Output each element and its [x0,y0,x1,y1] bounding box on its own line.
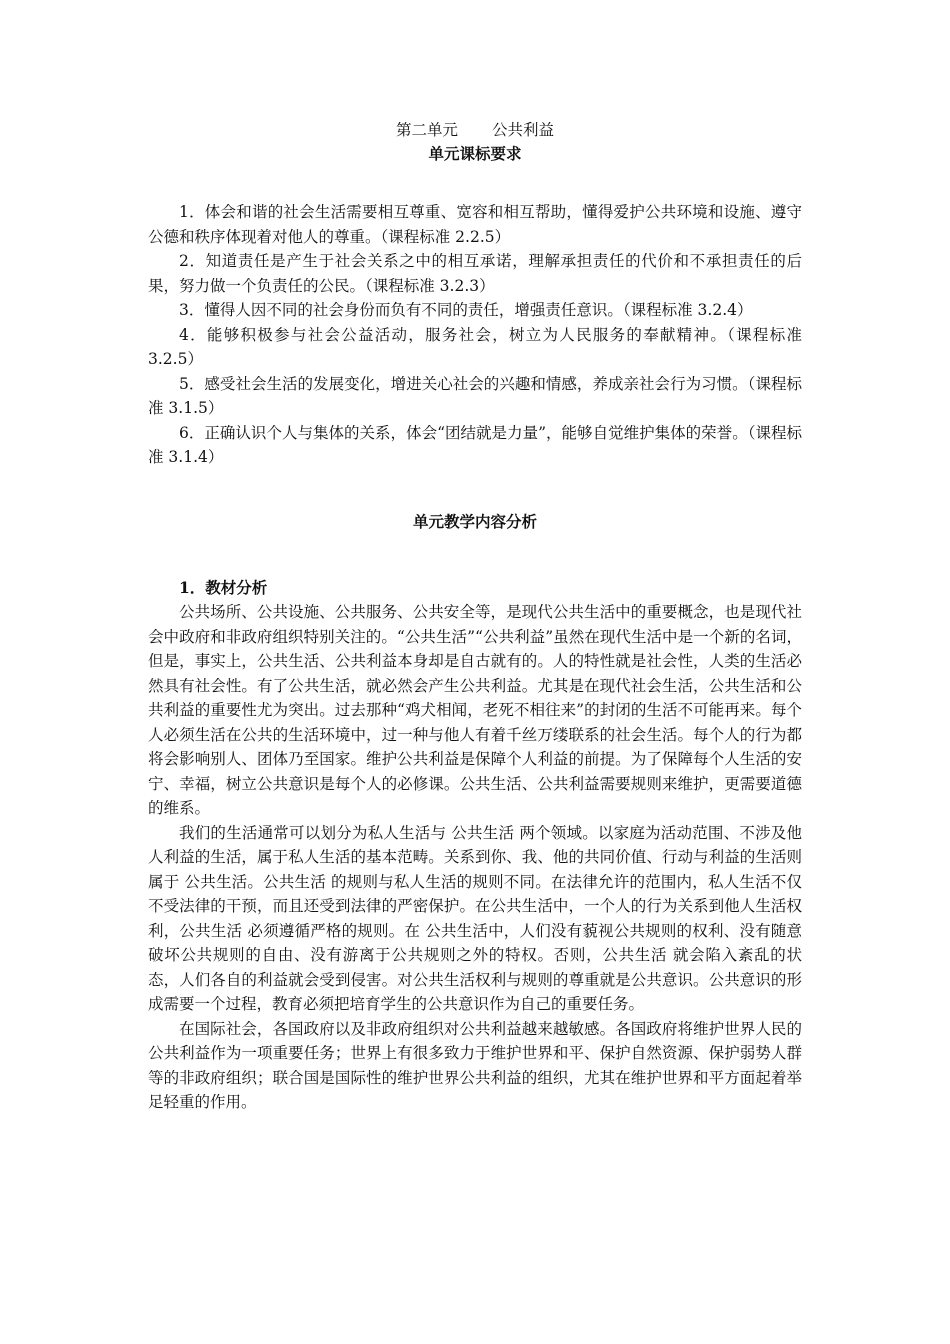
requirement-item: 1．体会和谐的社会生活需要相互尊重、宽容和相互帮助，懂得爱护公共环境和设施、遵守公德和秩序体现着对他人的尊重。（课程标准 2.2.5） [148,203,802,246]
material-analysis-heading: 1．教材分析 [179,577,268,597]
unit-name: 公共利益 [492,121,555,139]
requirements-list [148,200,802,470]
requirement-item: 2．知道责任是产生于社会关系之中的相互承诺，理解承担责任的代价和不承担责任的后果，努力做一个负责任的公民。（课程标准 3.2.3） [148,252,802,295]
analysis-paragraph: 我们的生活通常可以划分为私人生活与 公共生活 两个领域。以家庭为活动范围、不涉及他人利益的生活，属于私人生活的基本范畴。关系到你、我、他的共同价值、行动与利益的生活则属于 公共生活。公共生活 的规则与私人生活的规则不同。在法律允许的范围内，私人生活不仅不受法律的干预，而且还受到法律的严密保护。在公共生活中，一个人的行为关系到他人生活权利，公共生活 必须遵循严格的规则。在 公共生活中，人们没有藐视公共规则的权利、没有随意破坏公共规则的自由、没有游离于公共规则之外的特权。否则，公共生活 就会陷入紊乱的状态，人们各自的利益就会受到侵害。对公共生活权利与规则的尊重就是公共意识。公共意识的形成需要一个过程，教育必须把培育学生的公共意识作为自己的重要任务。 [148,823,802,1013]
requirement-item: 3．懂得人因不同的社会身份而负有不同的责任，增强责任意识。（课程标准 3.2.4） [179,301,753,319]
document-body [148,118,802,1115]
unit-subtitle: 单元课标要求 [428,144,522,163]
requirement-item: 6．正确认识个人与集体的关系，体会“团结就是力量”，能够自觉维护集体的荣誉。（课程标准 3.1.4） [148,423,802,466]
unit-label: 第二单元 [395,121,458,139]
requirement-item: 4．能够积极参与社会公益活动，服务社会，树立为人民服务的奉献精神。（课程标准 3.2.5） [148,325,802,368]
requirement-item: 5．感受社会生活的发展变化，增进关心社会的兴趣和情感，养成亲社会行为习惯。（课程标准 3.1.5） [148,374,802,417]
analysis-heading: 单元教学内容分析 [412,511,537,531]
analysis-paragraph: 在国际社会，各国政府以及非政府组织对公共利益越来越敏感。各国政府将维护世界人民的公共利益作为一项重要任务；世界上有很多致力于维护世界和平、保护自然资源、保护弱势人群等的非政府组织；联合国是国际性的维护世界公共利益的组织，尤其在维护世界和平方面起着举足轻重的作用。 [148,1019,802,1111]
unit-title [148,118,802,142]
analysis-paragraph: 公共场所、公共设施、公共服务、公共安全等，是现代公共生活中的重要概念，也是现代社会中政府和非政府组织特别关注的。“公共生活”“公共利益”虽然在现代生活中是一个新的名词，但是，事实上，公共生活、公共利益本身却是自古就有的。人的特性就是社会性，人类的生活必然具有社会性。有了公共生活，就必然会产生公共利益。尤其是在现代社会生活，公共生活和公共利益的重要性尤为突出。过去那种“鸡犬相闻，老死不相往来”的封闭的生活不可能再来。每个人必须生活在公共的生活环境中，过一种与他人有着千丝万缕联系的社会生活。每个人的行为都将会影响别人、团体乃至国家。维护公共利益是保障个人利益的前提。为了保障每个人生活的安宁、幸福，树立公共意识是每个人的必修课。公共生活、公共利益需要规则来维护，更需要道德的维系。 [148,603,802,817]
